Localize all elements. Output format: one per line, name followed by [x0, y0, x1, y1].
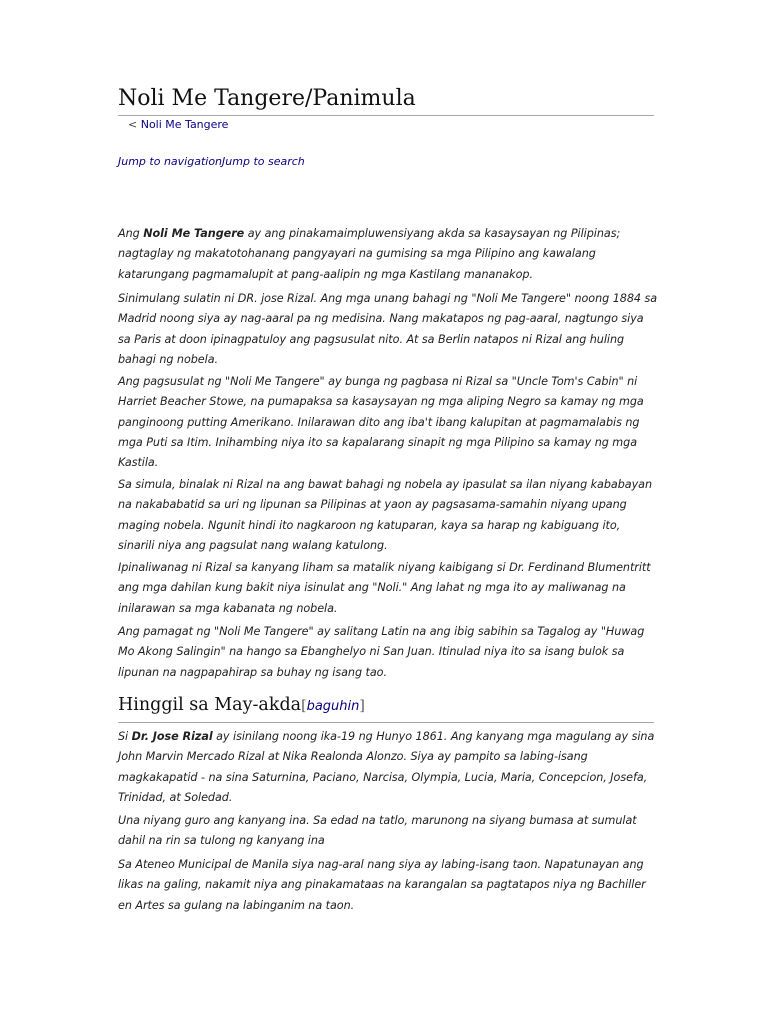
intro-paragraph-4: Sa simula, binalak ni Rizal na ang bawat bahagi ng nobela ay ipasulat sa ilan niyang kababayan na nakababatid sa uri ng lipunan sa Pilipinas at yaon ay pagsasama-samahin niyang upang maging nobela. Ngunit hindi ito nagkaroon ng katuparan, kaya sa harap ng kabiguang ito, sinarili niya ang pagsulat nang walang katulong. — [118, 478, 652, 552]
edit-section-link[interactable]: baguhin — [306, 699, 360, 714]
author-paragraph-2: Una niyang guro ang kanyang ina. Sa edad na tatlo, marunong na siyang bumasa at sumulat dahil na rin sa tulong ng kanyang ina — [118, 814, 637, 848]
edit-section: [baguhin] — [301, 698, 365, 714]
intro-paragraph-6: Ang pamagat ng "Noli Me Tangere" ay salitang Latin na ang ibig sabihin sa Tagalog ay "Huwag Mo Akong Salingin" na hango sa Ebanghelyo ni San Juan. Itinulad niya ito sa isang bulok sa lipunan na nagpapahirap sa buhay ng isang tao. — [118, 625, 645, 679]
author-name: Dr. Jose Rizal — [131, 730, 213, 743]
page-title: Noli Me Tangere/Panimula — [118, 84, 654, 116]
intro-paragraph-2: Sinimulang sulatin ni DR. jose Rizal. Ang mga unang bahagi ng "Noli Me Tangere" noong 1884 sa Madrid noong siya ay nag-aaral pa ng medisina. Nang makatapos ng pag-aaral, nagtungo siya sa Paris at doon ipinagpatuloy ang pagsusulat nito. At sa Berlin natapos ni Rizal ang huling bahagi ng nobela. — [118, 292, 658, 366]
intro-paragraph-5: Ipinaliwanag ni Rizal sa kanyang liham sa matalik niyang kaibigang si Dr. Ferdinand Blumentritt ang mga dahilan kung bakit niya isinulat ang "Noli." Ang lahat ng mga ito ay maliwanag na inilarawan sa mga kabanata ng nobela. — [118, 561, 651, 615]
author-paragraph-1: Si Dr. Jose Rizal ay isinilang noong ika-19 ng Hunyo 1861. Ang kanyang mga magulang ay sina John Marvin Mercado Rizal at Nika Realonda Alonzo. Siya ay pampito sa labing-isang magkakapatid - na sina Saturnina, Paciano, Narcisa, Olympia, Lucia, Maria, Concepcion, Josefa, Trinidad, at Soledad. — [118, 730, 655, 804]
work-title-italic: Noli Me Tangere — [476, 292, 566, 305]
jump-links — [118, 154, 305, 170]
work-title: Noli Me Tangere — [143, 227, 245, 240]
parent-page-breadcrumb — [128, 117, 228, 133]
section-heading — [118, 692, 654, 723]
jump-to-navigation-link[interactable]: Jump to navigation — [118, 155, 223, 168]
breadcrumb-prefix: < — [128, 118, 141, 131]
intro-paragraph-1: Ang Noli Me Tangere ay ang pinakamaimpluwensiyang akda sa kasaysayan ng Pilipinas; nagtaglay ng makatotohanang pangyayari na gumising sa mga Pilipino ang kawalang katarungang pagmamalupit at pang-aalipin ng mga Kastilang mananakop. — [118, 227, 621, 281]
parent-page-link[interactable]: Noli Me Tangere — [140, 118, 229, 131]
jump-to-search-link[interactable]: Jump to search — [222, 155, 305, 168]
section-heading-text: Hinggil sa May-akda — [118, 695, 302, 715]
intro-paragraph-3: Ang pagsusulat ng "Noli Me Tangere" ay bunga ng pagbasa ni Rizal sa "Uncle Tom's Cabin" ni Harriet Beacher Stowe, na pumapaksa sa kasaysayan ng mga aliping Negro sa kamay ng mga panginoong putting Amerikano. Inilarawan dito ang iba't ibang kalupitan at pagmamalabis ng mga Puti sa Itim. Inihambing niya ito sa kapalarang sinapit ng mga Pilipino sa kamay ng mga Kastila. — [118, 375, 644, 470]
author-paragraph-3: Sa Ateneo Municipal de Manila siya nag-aral nang siya ay labing-isang taon. Napatunayan ang likas na galing, nakamit niya ang pinakamataas na karangalan sa pagtatapos niya ng Bachiller en Artes sa gulang na labinganim na taon. — [118, 858, 646, 912]
